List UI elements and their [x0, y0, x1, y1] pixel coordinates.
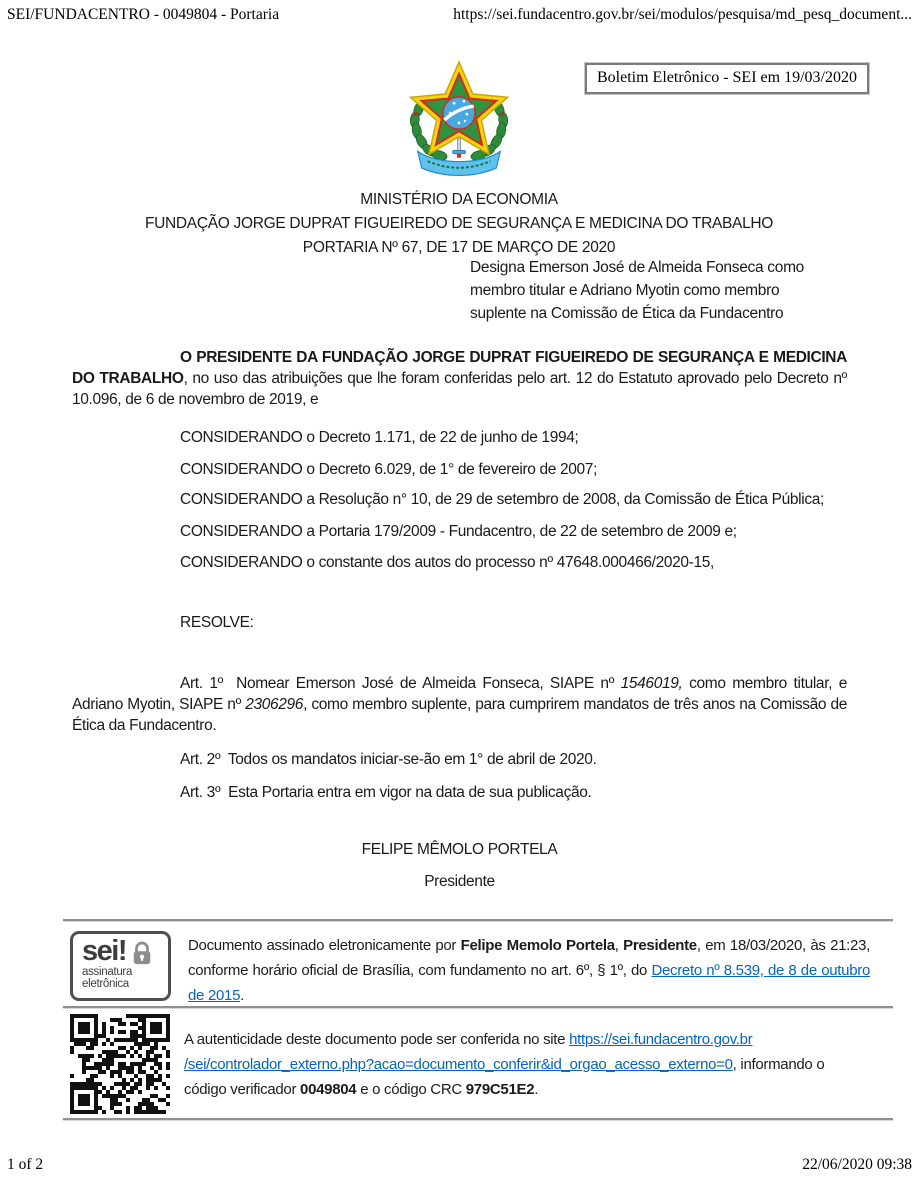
considerando-2: CONSIDERANDO o Decreto 6.029, de 1° de fevereiro de 2007;	[180, 461, 598, 478]
text-segment: ,	[614, 937, 624, 954]
text-segment: 2306296	[245, 696, 304, 713]
padlock-icon	[131, 941, 153, 967]
separator-line	[63, 919, 893, 922]
text-segment: 0049804	[300, 1081, 357, 1098]
signature-statement	[188, 933, 870, 1008]
bulletin-box	[585, 63, 869, 94]
document-heading	[0, 188, 918, 260]
print-header-url: https://sei.fundacentro.gov.br/sei/modulos/pesquisa/md_pesq_document...	[453, 6, 912, 23]
preamble-paragraph	[72, 347, 851, 410]
inline-link[interactable]: /sei/controlador_externo.php?acao=documento_conferir&id_orgao_acesso_externo=0	[184, 1056, 733, 1073]
verification-block	[70, 1014, 870, 1114]
considerando-5: CONSIDERANDO o constante dos autos do processo nº 47648.000466/2020-15,	[180, 554, 714, 571]
text-segment: 1546019,	[620, 675, 683, 692]
portaria-number-line: PORTARIA Nº 67, DE 17 DE MARÇO DE 2020	[302, 239, 616, 256]
signature-stamp-block	[70, 931, 870, 1008]
text-segment: , no uso das atribuições que lhe foram conferidas pelo art. 12 do Estatuto aprovado pelo Decreto nº 10.096, de 6 de novembro de 2019, e	[72, 370, 851, 408]
text-segment: , informando o código verificador	[184, 1056, 825, 1098]
text-segment: como membro titular, e Adriano Myotin, SIAPE nº	[72, 675, 851, 713]
separator-line	[63, 1006, 893, 1009]
bulletin-label: Boletim Eletrônico - SEI em 19/03/2020	[597, 69, 857, 86]
qr-pattern	[70, 1014, 170, 1114]
text-segment: Felipe Memolo Portela	[460, 937, 615, 954]
considerando-1: CONSIDERANDO o Decreto 1.171, de 22 de junho de 1994;	[180, 429, 579, 446]
text-segment: Presidente	[623, 937, 697, 954]
text-segment: Documento assinado eletronicamente por	[188, 937, 461, 954]
ementa-summary: Designa Emerson José de Almeida Fonseca como membro titular e Adriano Myotin como membro suplente na Comissão de Ética da Fundacentro	[470, 259, 805, 322]
signature-role: Presidente	[424, 873, 495, 890]
article-2: Art. 2º Todos os mandatos iniciar-se-ão em 1° de abril de 2020.	[180, 751, 597, 768]
document-body	[72, 347, 851, 892]
print-footer	[7, 1156, 912, 1174]
considerando-3: CONSIDERANDO a Resolução n° 10, de 29 de setembro de 2008, da Comissão de Ética Pública;	[180, 491, 824, 508]
brazil-coat-of-arms-icon	[405, 58, 513, 178]
resolve-label: RESOLVE:	[180, 614, 254, 631]
considerando-4: CONSIDERANDO a Portaria 179/2009 - Fundacentro, de 22 de setembro de 2009 e;	[180, 523, 737, 540]
text-segment: , como membro suplente, para cumprirem mandatos de três anos na Comissão de Ética da Fundacentro.	[72, 696, 851, 734]
sei-signature-logo	[70, 931, 171, 1001]
text-segment: O PRESIDENTE DA FUNDAÇÃO JORGE DUPRAT FIGUEIREDO DE SEGURANÇA E MEDICINA DO TRABALHO	[72, 349, 851, 387]
inline-link[interactable]: https://sei.fundacentro.gov.br	[569, 1031, 753, 1048]
foundation-line: FUNDAÇÃO JORGE DUPRAT FIGUEIREDO DE SEGURANÇA E MEDICINA DO TRABALHO	[144, 215, 774, 232]
text-segment: e o código CRC	[356, 1081, 466, 1098]
article-1	[72, 673, 851, 736]
signature-name: FELIPE MÊMOLO PORTELA	[361, 841, 558, 858]
inline-link[interactable]: Decreto nº 8.539, de 8 de outubro de 2015	[188, 962, 870, 1004]
sei-logo-text: sei!	[82, 935, 126, 967]
verification-statement	[184, 1027, 870, 1102]
print-timestamp: 22/06/2020 09:38	[802, 1156, 912, 1173]
text-segment: .	[240, 987, 244, 1004]
sei-logo-sub2: eletrônica	[82, 977, 129, 990]
article-3: Art. 3º Esta Portaria entra em vigor na data de sua publicação.	[180, 784, 592, 801]
text-segment: A autenticidade deste documento pode ser conferida no site	[184, 1031, 570, 1048]
text-segment: 979C51E2	[465, 1081, 535, 1098]
sei-logo-sub1: assinatura	[82, 966, 133, 978]
print-header	[7, 6, 912, 24]
ministry-line: MINISTÉRIO DA ECONOMIA	[360, 191, 558, 208]
text-segment: .	[534, 1081, 539, 1098]
print-header-title: SEI/FUNDACENTRO - 0049804 - Portaria	[7, 6, 280, 23]
qr-code	[70, 1014, 170, 1114]
separator-line	[63, 1118, 893, 1121]
text-segment: Art. 1º Nomear Emerson José de Almeida Fonseca, SIAPE nº	[180, 675, 621, 692]
page-number: 1 of 2	[7, 1156, 44, 1173]
text-segment: , em 18/03/2020, às 21:23, conforme horário oficial de Brasília, com fundamento no art. 6º, § 1º, do	[188, 937, 870, 979]
